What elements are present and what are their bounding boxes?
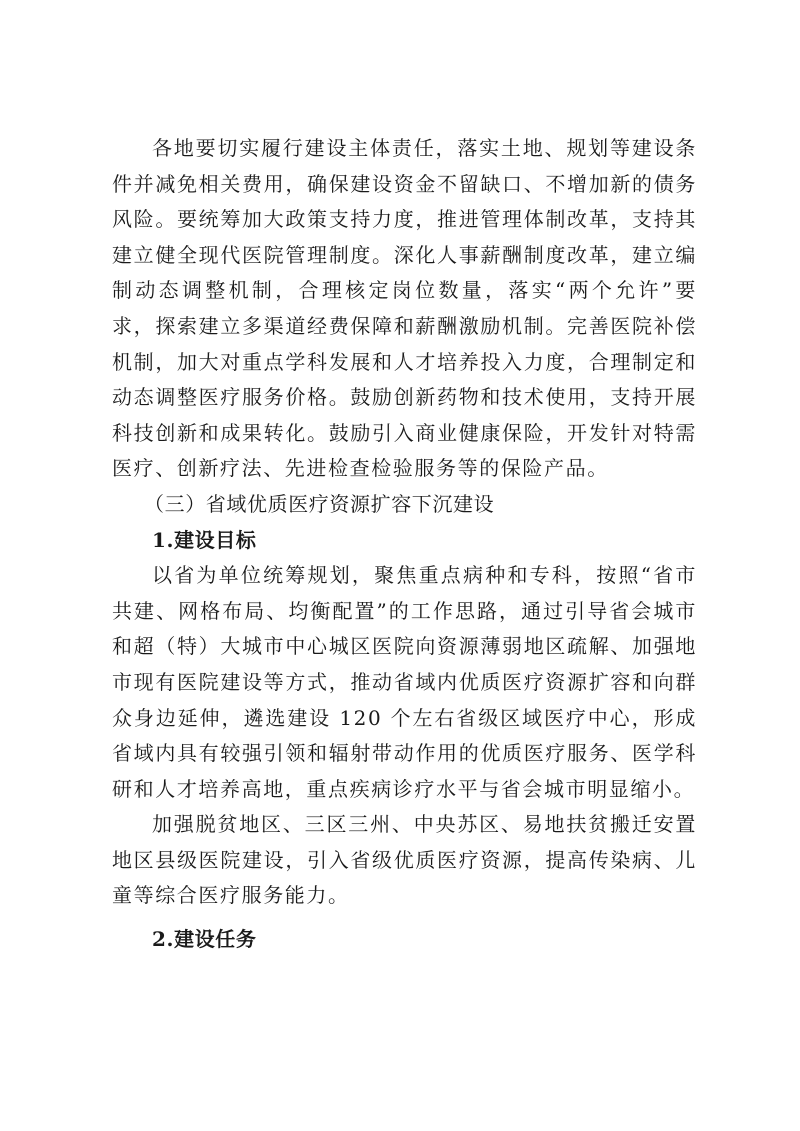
paragraph-county-hospitals: 加强脱贫地区、三区三州、中央苏区、易地扶贫搬迁安置地区县级医院建设，引入省级优质医疗资源，提高传染病、儿童等综合医疗服务能力。 bbox=[112, 812, 697, 908]
subheading-construction-goals: 1.建设目标 bbox=[152, 527, 257, 552]
paragraph-funding-responsibility: 各地要切实履行建设主体责任，落实土地、规划等建设条件并减免相关费用，确保建设资金不留缺口、不增加新的债务风险。要统筹加大政策支持力度，推进管理体制改革，支持其建立健全现代医院管理制度。深化人事薪酬制度改革，建立编制动态调整机制，合理核定岗位数量，落实“两个允许”要求，探索建立多渠道经费保障和薪酬激励机制。完善医院补偿机制，加大对重点学科发展和人才培养投入力度，合理制定和动态调整医疗服务价格。鼓励创新药物和技术使用，支持开展科技创新和成果转化。鼓励引入商业健康保险，开发针对特需医疗、创新疗法、先进检查检验服务等的保险产品。 bbox=[112, 136, 697, 481]
section-heading: （三）省域优质医疗资源扩容下沉建设 bbox=[144, 491, 495, 516]
paragraph-provincial-planning: 以省为单位统筹规划，聚焦重点病种和专科，按照“省市共建、网格布局、均衡配置”的工作思路，通过引导省会城市和超（特）大城市中心城区医院向资源薄弱地区疏解、加强地市现有医院建设等方式，推动省域内优质医疗资源扩容和向群众身边延伸，遴选建设 120 个左右省级区域医疗中心，形成省域内具有较强引领和辐射带动作用的优质医疗服务、医学科研和人才培养高地，重点疾病诊疗水平与省会城市明显缩小。 bbox=[112, 563, 697, 801]
subheading-construction-tasks: 2.建设任务 bbox=[152, 927, 257, 952]
document-body bbox=[112, 131, 697, 958]
